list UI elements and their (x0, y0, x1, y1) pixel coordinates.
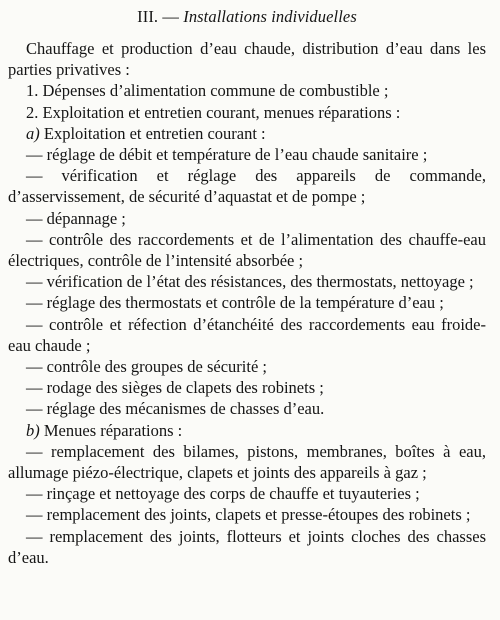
list-item: — remplacement des joints, flotteurs et joints cloches des chasses d’eau. (8, 526, 486, 567)
section-title: Installations individuelles (183, 7, 357, 26)
list-item: — rinçage et nettoyage des corps de chauffe et tuyauteries ; (26, 484, 420, 504)
list-item: — vérification et réglage des appareils de commande, d’asservissement, de sécurité d’aquastat et de pompe ; (8, 166, 486, 207)
subsection-b (8, 420, 486, 441)
list-item: — remplacement des bilames, pistons, membranes, boîtes à eau, allumage piézo-électrique, clapets et joints des appareils à gaz ; (8, 441, 486, 483)
item-1: 1. Dépenses d’alimentation commune de combustible ; (26, 81, 389, 101)
subsection-a (8, 123, 486, 144)
list-item: — rodage des sièges de clapets des robinets ; (26, 378, 324, 398)
intro-paragraph: Chauffage et production d’eau chaude, distribution d’eau dans les parties privatives : (8, 39, 486, 80)
list-item: — dépannage ; (26, 208, 126, 228)
item-2: 2. Exploitation et entretien courant, menues réparations : (26, 102, 401, 122)
list-item: — contrôle des groupes de sécurité ; (26, 357, 268, 377)
subsection-a-letter: a) (26, 123, 40, 143)
subsection-b-letter: b) (26, 420, 40, 440)
section-dash: — (162, 7, 179, 26)
subsection-b-title: Menues réparations : (39, 420, 183, 440)
list-item: — remplacement des joints, clapets et presse-étoupes des robinets ; (26, 505, 471, 525)
list-item: — réglage de débit et température de l’eau chaude sanitaire ; (26, 145, 428, 165)
list-item: — réglage des mécanismes de chasses d’eau. (26, 399, 325, 419)
document-body (8, 38, 486, 568)
subsection-a-title: Exploitation et entretien courant : (39, 123, 266, 143)
section-number: III. (137, 7, 159, 26)
section-heading (8, 6, 486, 28)
list-item: — réglage des thermostats et contrôle de la température d’eau ; (26, 293, 444, 313)
list-item: — contrôle des raccordements et de l’alimentation des chauffe-eau électriques, contrôle de l’intensité absorbée ; (8, 229, 486, 271)
list-item: — contrôle et réfection d’étanchéité des raccordements eau froide-eau chaude ; (8, 314, 486, 355)
list-item: — vérification de l’état des résistances, des thermostats, nettoyage ; (26, 272, 474, 292)
